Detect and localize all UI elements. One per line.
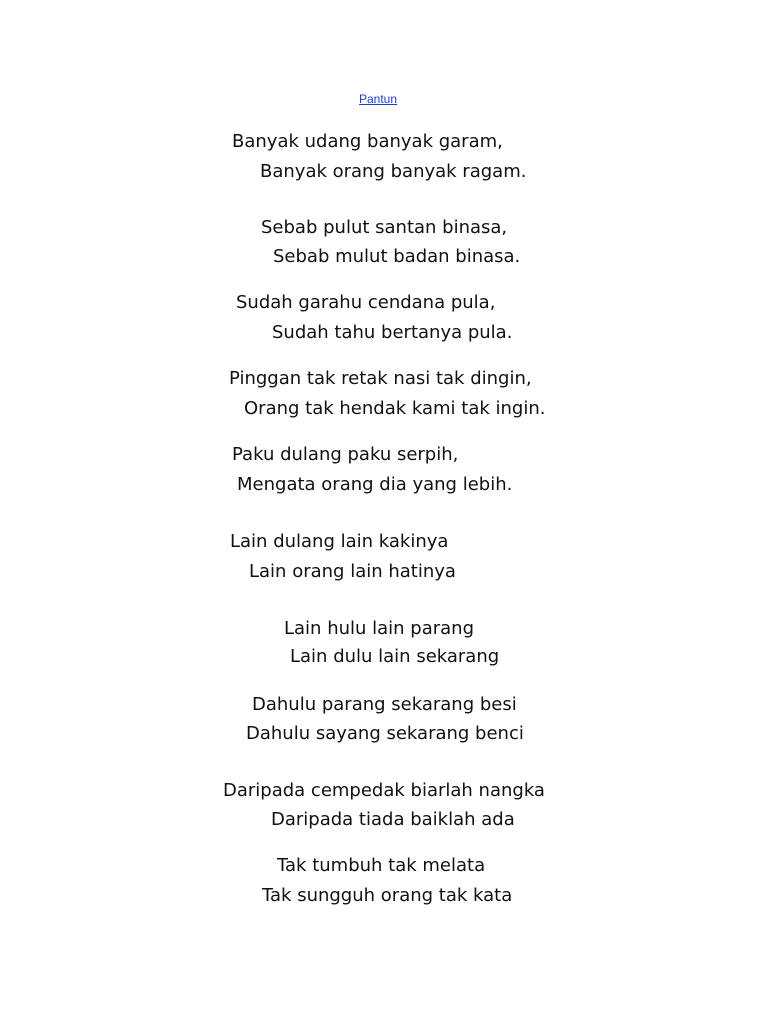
pantun-line: Lain hulu lain parang: [284, 618, 475, 639]
pantun-line: Sudah garahu cendana pula,: [236, 292, 496, 313]
pantun-line: Dahulu sayang sekarang benci: [246, 723, 524, 744]
pantun-line: Daripada cempedak biarlah nangka: [223, 780, 545, 801]
pantun-line: Orang tak hendak kami tak ingin.: [244, 398, 546, 419]
document-title-link[interactable]: Pantun: [359, 92, 398, 106]
pantun-line: Tak sungguh orang tak kata: [262, 885, 513, 906]
pantun-line: Sebab pulut santan binasa,: [261, 217, 508, 238]
pantun-line: Tak tumbuh tak melata: [277, 855, 486, 876]
pantun-line: Mengata orang dia yang lebih.: [237, 474, 513, 495]
pantun-line: Sudah tahu bertanya pula.: [272, 322, 513, 343]
pantun-line: Lain orang lain hatinya: [249, 561, 456, 582]
pantun-line: Dahulu parang sekarang besi: [252, 694, 517, 715]
pantun-line: Sebab mulut badan binasa.: [273, 246, 521, 267]
pantun-line: Daripada tiada baiklah ada: [271, 809, 515, 830]
pantun-line: Lain dulu lain sekarang: [290, 646, 500, 667]
pantun-line: Banyak udang banyak garam,: [232, 131, 503, 152]
pantun-line: Pinggan tak retak nasi tak dingin,: [229, 368, 532, 389]
pantun-line: Paku dulang paku serpih,: [232, 444, 459, 465]
pantun-line: Banyak orang banyak ragam.: [260, 161, 527, 182]
pantun-line: Lain dulang lain kakinya: [230, 531, 449, 552]
